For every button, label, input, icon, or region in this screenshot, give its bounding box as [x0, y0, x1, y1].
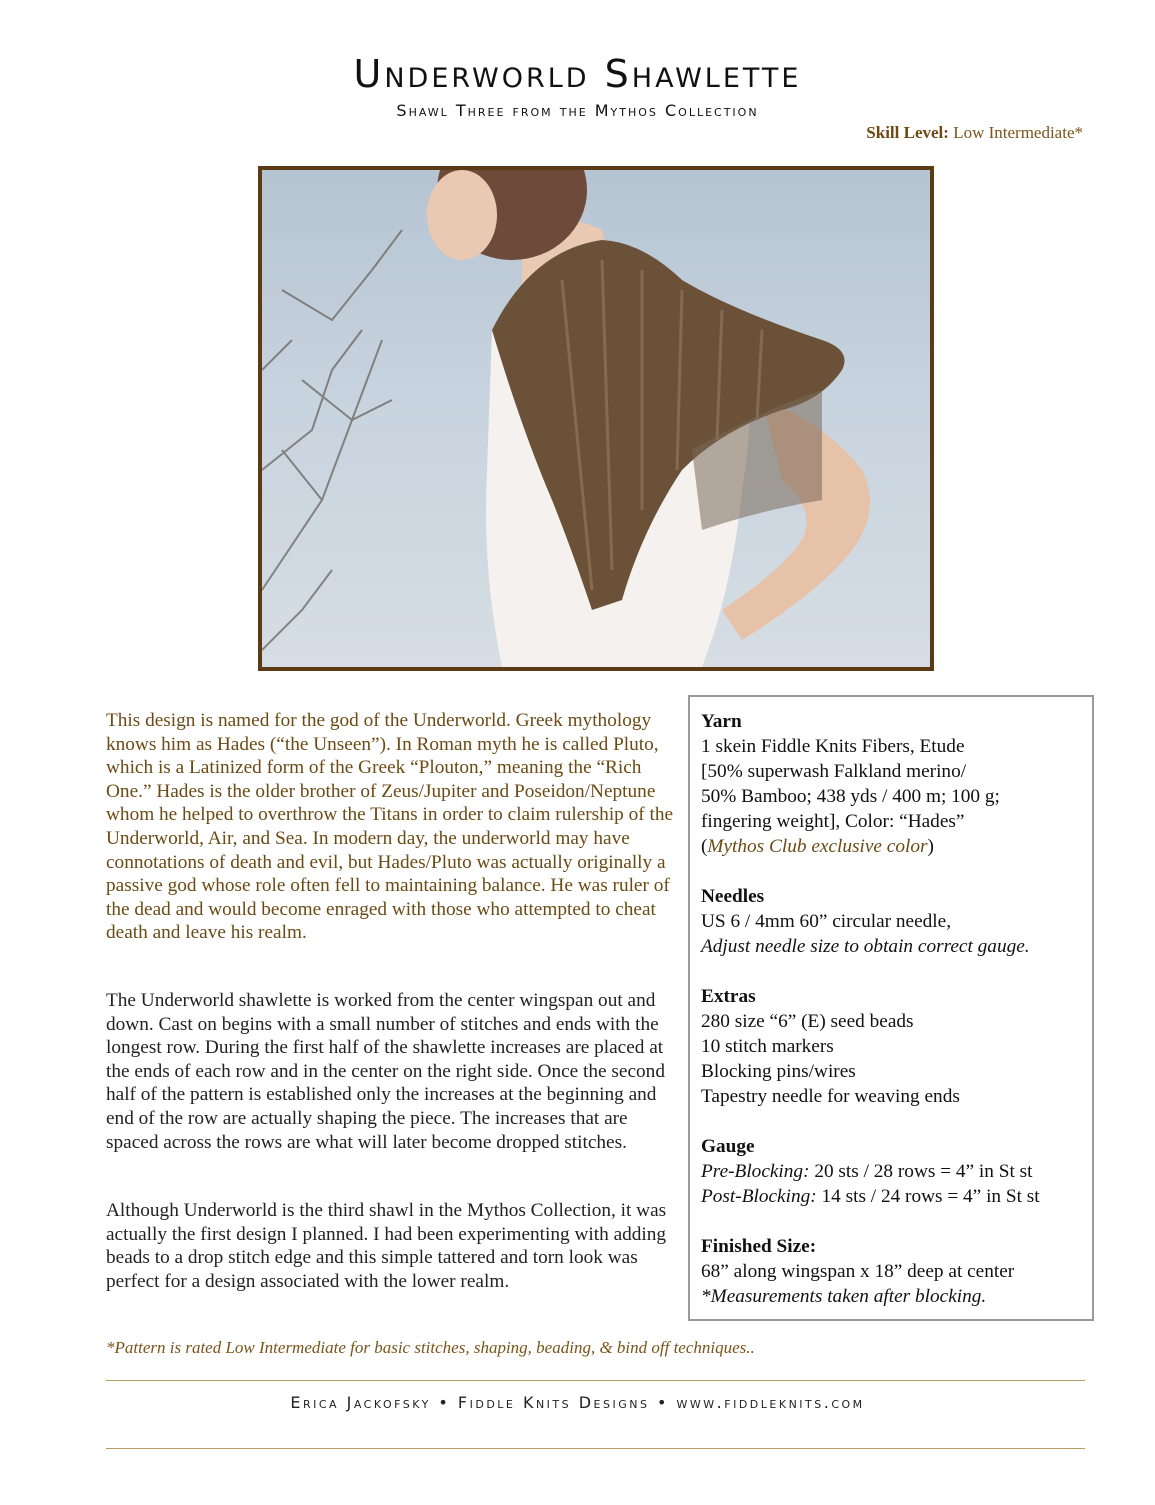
- tree-branches: [262, 230, 402, 650]
- gauge-post-label: Post-Blocking:: [701, 1186, 817, 1207]
- description-paragraph-3: [106, 1199, 676, 1293]
- skill-level-label: Skill Level:: [866, 123, 949, 142]
- yarn-line: [50% superwash Falkland merino/: [701, 761, 967, 782]
- description-paragraph-1: [106, 709, 676, 945]
- size-line: 68” along wingspan x 18” deep at center: [701, 1261, 1015, 1282]
- exclusive-color-note: Mythos Club exclusive color: [707, 836, 928, 857]
- extras-item: Tapestry needle for weaving ends: [701, 1086, 960, 1107]
- shawl-photo: [258, 166, 934, 671]
- needles-section: [701, 884, 1092, 959]
- skill-footnote: *Pattern is rated Low Intermediate for basic stitches, shaping, beading, & bind off techniques..: [106, 1338, 755, 1357]
- gauge-post: [701, 1184, 1092, 1209]
- paren-open: (: [701, 836, 708, 857]
- yarn-line: 1 skein Fiddle Knits Fibers, Etude: [701, 736, 965, 757]
- yarn-section: [701, 709, 1092, 859]
- gauge-section: [701, 1134, 1092, 1209]
- yarn-line: fingering weight], Color: “Hades”: [701, 811, 965, 832]
- gauge-pre-value: 20 sts / 28 rows = 4” in St st: [809, 1161, 1033, 1182]
- page-subtitle: Shawl Three from the Mythos Collection: [396, 101, 759, 120]
- shawl-photo-illustration: [262, 170, 930, 667]
- gauge-heading: Gauge: [701, 1136, 755, 1157]
- face: [427, 170, 497, 260]
- size-note: *Measurements taken after blocking.: [701, 1286, 987, 1307]
- description-text-3: Although Underworld is the third shawl in the Mythos Collection, it was actually the first design I planned. I had been experimenting with adding beads to a drop stitch edge and this simple tattered and torn look was perfect for a design associated with the lower realm.: [106, 1200, 667, 1292]
- materials-box: [688, 695, 1094, 1321]
- description-text-1: This design is named for the god of the Underworld. Greek mythology knows him as Hades (“the Unseen”). In Roman myth he is called Pluto, which is a Latinized form of the Greek “Plouton,” meaning the “Rich One.” Hades is the older brother of Zeus/Jupiter and Poseidon/Neptune whom he helped to overthrow the Titans in order to claim rulership of the Underworld, Air, and Sea. In modern day, the underworld may have connotations of death and evil, but Hades/Pluto was actually originally a passive god whose role often fell to maintaining balance. He was ruler of the dead and would become enraged with those who attempted to cheat death and leave his realm.: [106, 710, 674, 944]
- extras-heading: Extras: [701, 986, 756, 1007]
- needles-heading: Needles: [701, 886, 765, 907]
- skill-level: [866, 123, 1083, 143]
- page-title: Underworld Shawlette: [353, 52, 802, 96]
- gauge-pre-label: Pre-Blocking:: [701, 1161, 810, 1182]
- size-section: [701, 1234, 1092, 1309]
- extras-item: 10 stitch markers: [701, 1036, 834, 1057]
- paren-close: ): [927, 836, 934, 857]
- needles-line: US 6 / 4mm 60” circular needle,: [701, 911, 952, 932]
- size-heading: Finished Size:: [701, 1236, 817, 1257]
- yarn-color-note: [701, 834, 1092, 859]
- extras-item: 280 size “6” (E) seed beads: [701, 1011, 914, 1032]
- gauge-pre: [701, 1159, 1092, 1184]
- description-text-2: The Underworld shawlette is worked from the center wingspan out and down. Cast on begins with a small number of stitches and ends with the longest row. During the first half of the shawlette increases are placed at the ends of each row and in the center on the right side. Once the second half of the pattern is established only the increases at the beginning and end of the row are actually shaping the piece. The increases that are spaced across the rows are what will later become dropped stitches.: [106, 990, 665, 1153]
- extras-item: Blocking pins/wires: [701, 1061, 856, 1082]
- yarn-heading: Yarn: [701, 711, 742, 732]
- footer-divider-top: [106, 1380, 1085, 1381]
- needles-gauge-note: Adjust needle size to obtain correct gauge.: [701, 936, 1030, 957]
- description-paragraph-2: [106, 989, 676, 1154]
- extras-section: [701, 984, 1092, 1109]
- skill-level-value: Low Intermediate*: [953, 123, 1083, 142]
- gauge-post-value: 14 sts / 24 rows = 4” in St st: [816, 1186, 1040, 1207]
- footer-credits: Erica Jackofsky • Fiddle Knits Designs • www.fiddleknits.com: [290, 1393, 865, 1412]
- footer-divider-bottom: [106, 1448, 1085, 1449]
- yarn-line: 50% Bamboo; 438 yds / 400 m; 100 g;: [701, 786, 1000, 807]
